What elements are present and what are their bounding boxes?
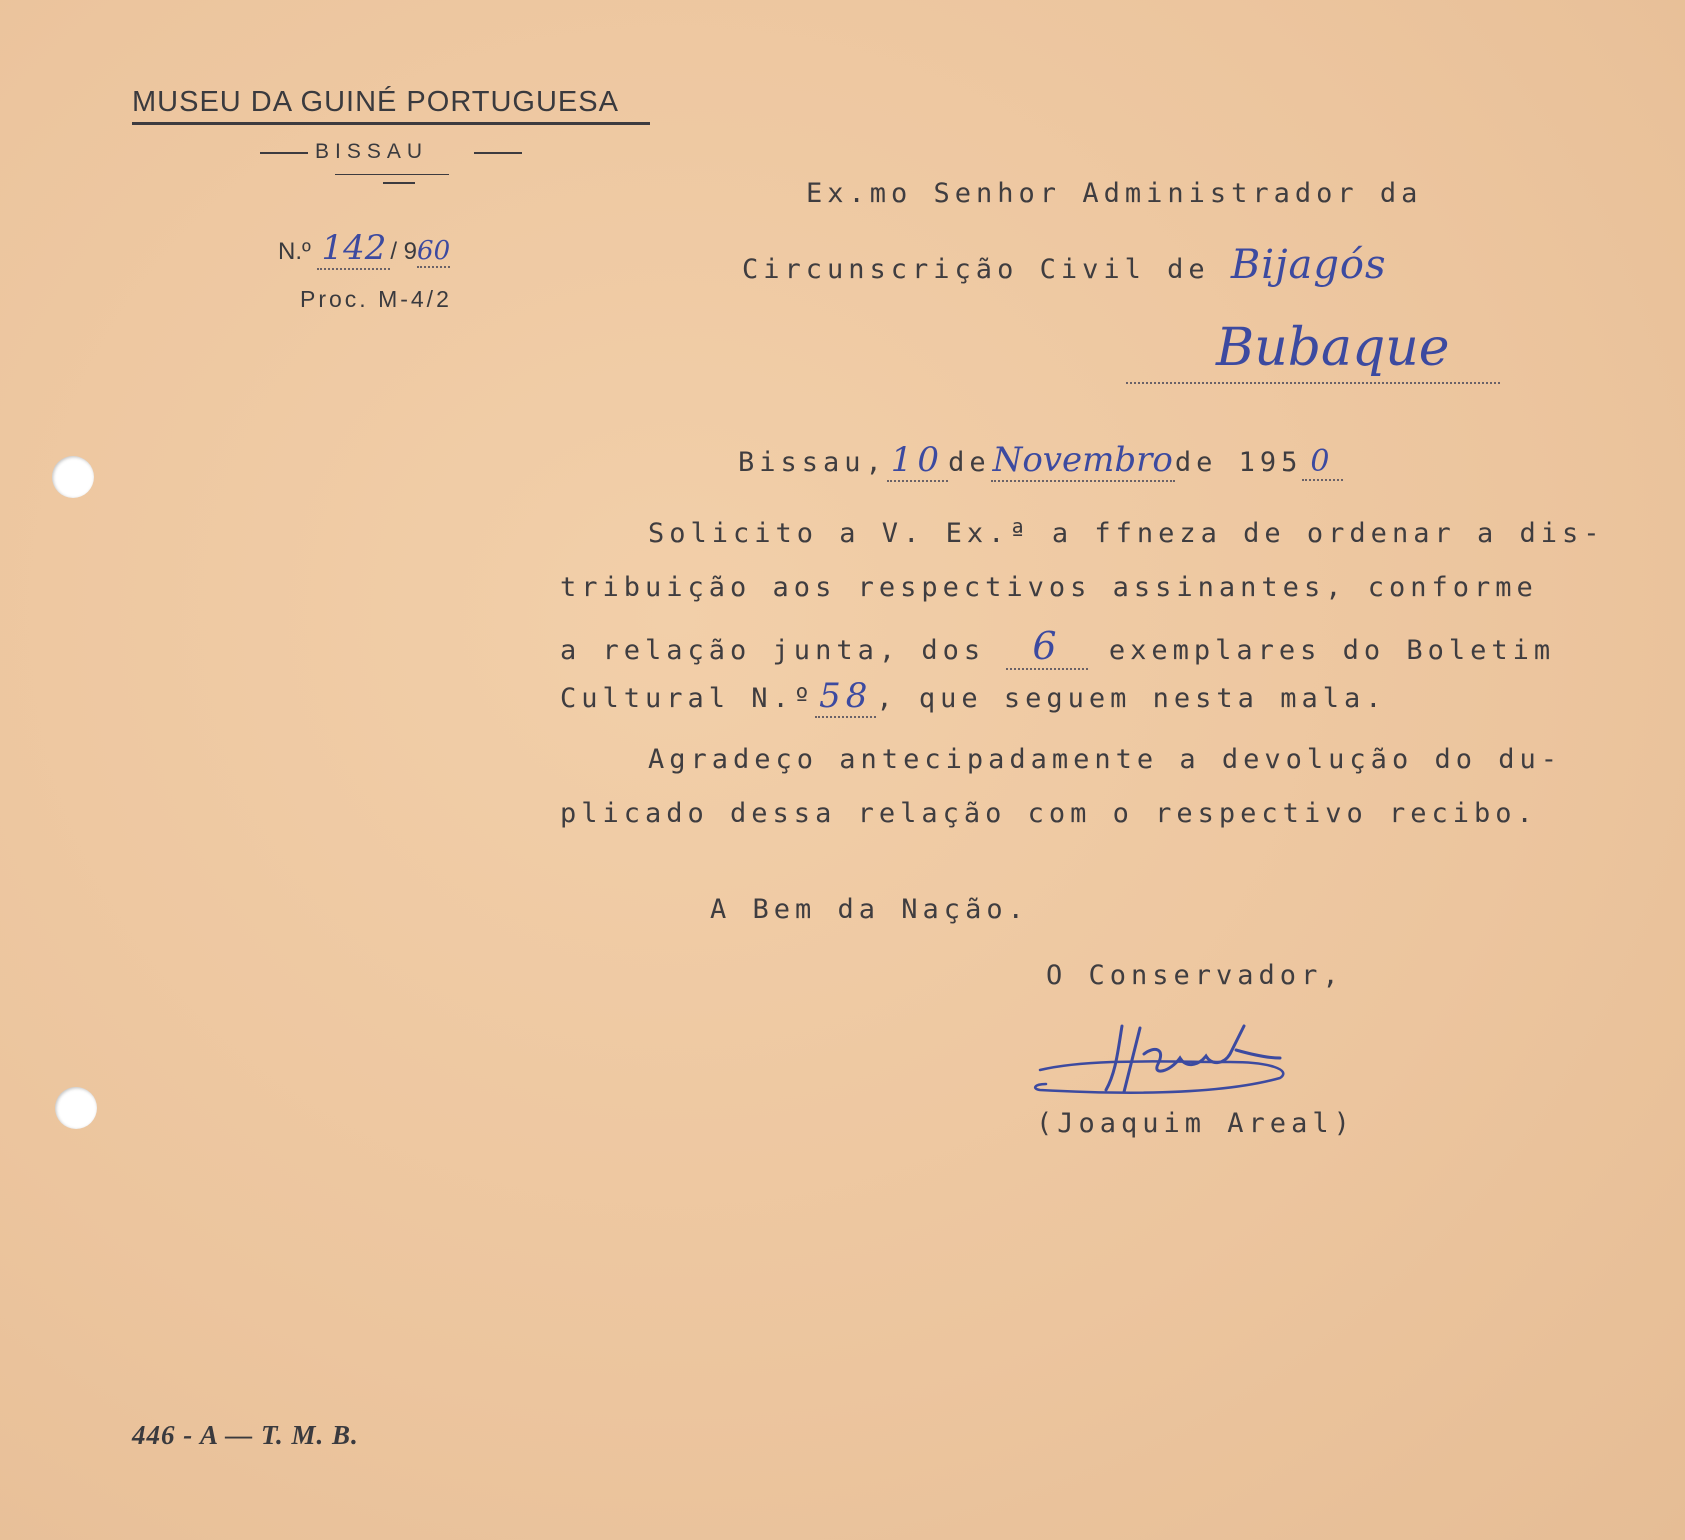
address-district-hand: Bijagós — [1230, 242, 1387, 288]
museum-name: MUSEU DA GUINÉ PORTUGUESA — [132, 86, 619, 118]
punch-hole-bottom — [55, 1087, 97, 1129]
address-town-hand: Bubaque — [1216, 318, 1450, 378]
letterhead-underline — [132, 122, 650, 125]
number-year-hand: 60 — [417, 236, 451, 266]
copies-count-hand: 6 — [1032, 624, 1062, 668]
address-line-2-printed: Circunscrição Civil de — [742, 254, 1210, 285]
body-p2-line-1: Agradeço antecipadamente a devolução do du- — [648, 744, 1562, 775]
body-p1-line-4-a: Cultural N.º — [560, 683, 816, 714]
number-label: N.º — [278, 238, 311, 265]
city-dash-right — [474, 152, 522, 154]
date-month-hand: Novembro — [992, 440, 1173, 480]
date-line — [738, 440, 1343, 482]
date-place: Bissau, — [738, 447, 887, 478]
city-dash-left — [260, 152, 308, 154]
address-line-2 — [742, 242, 1387, 288]
body-p1-line-3-a: a relação junta, dos — [560, 635, 986, 666]
address-line-3-field — [1126, 318, 1500, 384]
signer-name: (Joaquim Areal) — [1036, 1108, 1355, 1139]
body-p1-line-1: Solicito a V. Ex.ª a ffneza de ordenar a dis- — [648, 518, 1605, 549]
body-p2-line-2: plicado dessa relação com o respectivo recibo. — [560, 798, 1538, 829]
reference-number — [278, 228, 450, 270]
number-value: 142 — [321, 228, 387, 268]
city-underline-short — [383, 182, 415, 184]
city-name: BISSAU — [315, 140, 429, 163]
date-day-hand: 10 — [890, 440, 945, 480]
punch-hole-top — [52, 456, 94, 498]
process-reference: Proc. M-4/2 — [300, 286, 452, 312]
bulletin-number-hand: 58 — [819, 676, 873, 716]
body-p1-line-4-b: , que seguem nesta mala. — [876, 683, 1387, 714]
city-underline — [335, 174, 449, 175]
form-code: 446 - A — T. M. B. — [132, 1420, 359, 1450]
closing-salutation: A Bem da Nação. — [710, 894, 1029, 925]
signature — [1030, 1010, 1330, 1120]
body-p1-line-4 — [560, 676, 1386, 718]
address-line-1: Ex.mo Senhor Administrador da — [806, 178, 1423, 209]
date-year-hand: 0 — [1310, 444, 1335, 479]
date-de-2: de 19 — [1174, 447, 1282, 478]
date-de-1: de — [948, 447, 991, 478]
date-year-printed: 5 — [1281, 447, 1303, 478]
body-p1-line-3-b: exemplares do Boletim — [1108, 635, 1556, 666]
closing-role: O Conservador, — [1046, 960, 1344, 991]
number-year: / 9 — [390, 238, 418, 265]
body-p1-line-2: tribuição aos respectivos assinantes, conforme — [560, 572, 1538, 603]
body-p1-line-3 — [560, 624, 1555, 670]
number-field — [317, 228, 390, 270]
